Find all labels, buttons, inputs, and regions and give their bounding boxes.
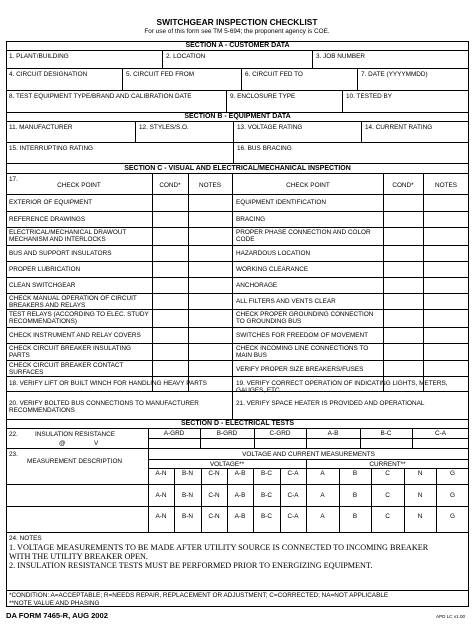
check-incoming-line: CHECK INCOMING LINE CONNECTIONS TO MAIN BUS	[236, 345, 369, 359]
ir-col-ca: C-A	[434, 430, 446, 437]
circuit-fed-to-label: 6. CIRCUIT FED TO	[245, 71, 303, 78]
circuit-fed-from-label: 5. CIRCUIT FED FROM	[126, 71, 195, 78]
current-group-label: CURRENT**	[369, 461, 406, 468]
check-hazardous-location: HAZARDOUS LOCATION	[236, 250, 311, 257]
measurement-col-label: N	[417, 513, 423, 520]
check-working-clearance: WORKING CLEARANCE	[236, 266, 309, 273]
ir-col-bgrd: B-GRD	[216, 430, 238, 437]
measurement-col-label: B-C	[260, 470, 272, 477]
form-subtitle: For use of this form see TM 5-694; the proponent agency is COE.	[144, 28, 330, 35]
test-equipment-label: 8. TEST EQUIPMENT TYPE/BRAND AND CALIBRATION DATE	[9, 93, 192, 100]
section-c-header: SECTION C - VISUAL AND ELECTRICAL/MECHANICAL INSPECTION	[124, 165, 351, 172]
measurement-col-label: A	[320, 492, 325, 499]
check-drawout-mechanism: ELECTRICAL/MECHANICAL DRAWOUT MECHANISM AND INTERLOCKS	[9, 229, 127, 243]
bus-bracing-label: 16. BUS BRACING	[237, 145, 292, 152]
measurement-col-label: C-N	[208, 492, 220, 499]
measurement-col-label: A	[320, 513, 325, 520]
item-20: 20. VERIFY BOLTED BUS CONNECTIONS TO MANUFACTURER RECOMMENDATIONS	[9, 400, 199, 414]
measurement-row-3	[148, 513, 469, 525]
check-switches-movement: SWITCHES FOR FREEDOM OF MOVEMENT	[236, 332, 369, 339]
check-point-header-right: CHECK POINT	[286, 182, 330, 189]
measurement-col-label: B-C	[260, 513, 272, 520]
section-b-header: SECTION B - EQUIPMENT DATA	[184, 113, 291, 120]
check-bus-insulators: BUS AND SUPPORT INSULATORS	[9, 250, 112, 257]
check-phase-connection: PROPER PHASE CONNECTION AND COLOR CODE	[236, 229, 371, 243]
check-equipment-id: EQUIPMENT IDENTIFICATION	[236, 199, 326, 206]
item-17-number: 17.	[9, 176, 18, 183]
measurement-col-label: C-A	[287, 513, 299, 520]
plant-building-label: 1. PLANT/BUILDING	[9, 53, 69, 60]
measurement-col-label: B	[352, 492, 358, 499]
measurement-col-label: A-B	[234, 492, 246, 499]
note-line-1: 1. VOLTAGE MEASUREMENTS TO BE MADE AFTER UTILITY SOURCE IS CONNECTED TO INCOMING BREAKER	[9, 543, 429, 552]
check-clean-switchgear: CLEAN SWITCHGEAR	[9, 282, 76, 289]
measurement-col-label: C	[385, 513, 390, 520]
measurement-col-label: A	[320, 470, 325, 477]
cond-header-right: COND*	[392, 182, 414, 189]
measurement-col-label: N	[417, 470, 423, 477]
ir-col-ab: A-B	[327, 430, 339, 437]
current-rating-label: 14. CURRENT RATING	[365, 124, 433, 131]
cond-header-left: COND*	[159, 182, 181, 189]
measurement-col-label: C-N	[208, 470, 220, 477]
check-reference-drawings: REFERENCE DRAWINGS	[9, 216, 86, 223]
measurement-row-1	[148, 470, 469, 482]
tested-by-label: 10. TESTED BY	[346, 93, 393, 100]
measurement-col-label: B	[352, 513, 358, 520]
insulation-resistance-label: INSULATION RESISTANCE	[35, 431, 116, 438]
ir-col-agrd: A-GRD	[163, 430, 185, 437]
check-manual-operation: CHECK MANUAL OPERATION OF CIRCUIT BREAKERS AND RELAYS	[9, 295, 137, 309]
measurement-col-label: B-C	[260, 492, 272, 499]
condition-legend: *CONDITION: A=ACCEPTABLE; R=NEEDS REPAIR, REPLACEMENT OR ADJUSTMENT; C=CORRECTED; NA=NOT APPLICABLE	[9, 592, 389, 599]
notes-header-left: NOTES	[198, 182, 221, 189]
measurement-col-label: G	[450, 470, 455, 477]
item-18: 18. VERIFY LIFT OR BUILT WINCH FOR HANDLING HEAVY PARTS	[9, 380, 207, 387]
voltage-rating-label: 13. VOLTAGE RATING	[237, 124, 303, 131]
measurement-col-label: C-A	[287, 470, 299, 477]
measurement-col-label: A-B	[234, 513, 246, 520]
measurement-col-label: G	[450, 492, 455, 499]
styles-label: 12. STYLES/S.O.	[139, 124, 189, 131]
section-a-header: SECTION A - CUSTOMER DATA	[185, 42, 290, 49]
check-insulating-parts: CHECK CIRCUIT BREAKER INSULATING PARTS	[9, 345, 131, 359]
item-23-number: 23.	[9, 451, 18, 458]
measurement-row-2	[148, 492, 469, 504]
location-label: 2. LOCATION	[166, 53, 206, 60]
check-instrument-covers: CHECK INSTRUMENT AND RELAY COVERS	[9, 332, 141, 339]
interrupting-rating-label: 15. INTERRUPTING RATING	[9, 145, 94, 152]
measurement-col-label: A-N	[155, 513, 167, 520]
measurement-col-label: G	[450, 513, 455, 520]
check-point-header-left: CHECK POINT	[57, 182, 101, 189]
measurement-col-label: C-A	[287, 492, 299, 499]
measurement-col-label: C	[385, 492, 390, 499]
section-d-header: SECTION D - ELECTRICAL TESTS	[180, 420, 295, 427]
measurement-col-label: B	[352, 470, 358, 477]
measurement-col-label: A-B	[234, 470, 246, 477]
measurement-col-label: A-N	[155, 492, 167, 499]
form-title: SWITCHGEAR INSPECTION CHECKLIST	[156, 17, 318, 27]
measurement-col-label: B-N	[181, 492, 193, 499]
check-contact-surfaces: CHECK CIRCUIT BREAKER CONTACT SURFACES	[9, 362, 124, 376]
notes-label: 24. NOTES	[9, 535, 42, 542]
ir-col-cgrd: C-GRD	[269, 430, 291, 437]
check-test-relays: TEST RELAYS (ACCORDING TO ELEC. STUDY RECOMMENDATIONS)	[9, 311, 149, 325]
check-exterior: EXTERIOR OF EQUIPMENT	[9, 199, 93, 206]
date-label: 7. DATE (YYYYMMDD)	[361, 71, 428, 78]
ir-col-bc: B-C	[380, 430, 392, 437]
job-number-label: 3. JOB NUMBER	[316, 53, 366, 60]
form-version: APD LC v1.00	[436, 614, 466, 619]
note-line-3: 2. INSULATION RESISTANCE TESTS MUST BE PERFORMED PRIOR TO ENERGIZING EQUIPMENT.	[9, 561, 373, 570]
insulation-at: @	[59, 440, 66, 447]
circuit-designation-label: 4. CIRCUIT DESIGNATION	[9, 71, 88, 78]
measurement-col-label: C-N	[208, 513, 220, 520]
check-lubrication: PROPER LUBRICATION	[9, 266, 81, 273]
insulation-v: V	[94, 440, 99, 447]
value-phasing-note: **NOTE VALUE AND PHASING	[9, 600, 100, 607]
item-19: 19. VERIFY CORRECT OPERATION OF INDICATING LIGHTS, METERS, GAUGES, ETC.	[236, 380, 448, 394]
measurement-col-label: A-N	[155, 470, 167, 477]
check-filters-vents: ALL FILTERS AND VENTS CLEAR	[236, 298, 336, 305]
item-22-number: 22.	[9, 431, 18, 438]
measurement-description-label: MEASUREMENT DESCRIPTION	[27, 458, 123, 465]
item-21: 21. VERIFY SPACE HEATER IS PROVIDED AND OPERATIONAL	[236, 400, 425, 407]
check-bracing: BRACING	[236, 216, 266, 223]
measurement-col-label: B-N	[181, 470, 193, 477]
check-breaker-sizes: VERIFY PROPER SIZE BREAKERS/FUSES	[236, 366, 364, 373]
form-number: DA FORM 7465-R, AUG 2002	[6, 611, 108, 620]
check-grounding: CHECK PROPER GROUNDING CONNECTION TO GROUNDING BUS	[236, 311, 374, 325]
measurement-col-label: B-N	[181, 513, 193, 520]
notes-header-right: NOTES	[434, 182, 457, 189]
note-line-2: WITH THE UTILITY BREAKER OPEN.	[9, 552, 148, 561]
measurement-col-label: N	[417, 492, 423, 499]
enclosure-type-label: 9. ENCLOSURE TYPE	[230, 93, 296, 100]
measurement-col-label: C	[385, 470, 390, 477]
voltage-group-label: VOLTAGE**	[209, 461, 245, 468]
vc-measurements-header: VOLTAGE AND CURRENT MEASUREMENTS	[242, 451, 375, 458]
manufacturer-label: 11. MANUFACTURER	[9, 124, 73, 131]
check-anchorage: ANCHORAGE	[236, 282, 278, 289]
